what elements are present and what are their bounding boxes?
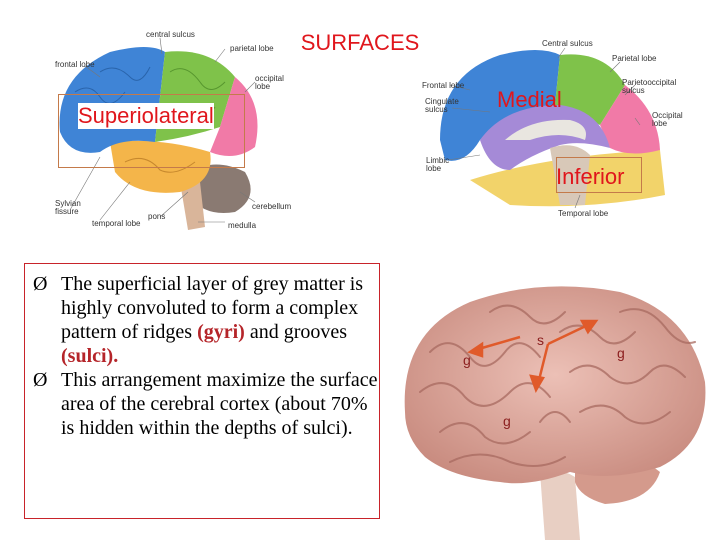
label-parietal-lobe: parietal lobe — [230, 44, 274, 53]
label-parietooccipital-sulcus: Parietooccipital sulcus — [622, 78, 677, 96]
bullet-arrow-icon: Ø — [33, 273, 48, 295]
brainstem-photo — [540, 470, 580, 540]
description-textbox — [24, 263, 380, 519]
brain-photo — [390, 272, 720, 540]
marker-gyrus-right: g — [617, 345, 625, 361]
label-medial-central-sulcus: Central sulcus — [542, 39, 593, 48]
label-temporal-lobe: temporal lobe — [92, 219, 141, 228]
label-cingulate-sulcus: Cingulate sulcus — [425, 97, 459, 115]
label-occipital-lobe: occipital lobe — [255, 74, 284, 92]
marker-sulcus: s — [537, 332, 544, 348]
label-inferior: Inferior — [556, 164, 625, 189]
bullet-2 — [25, 368, 379, 440]
label-medial-temporal-lobe: Temporal lobe — [558, 209, 609, 218]
label-cerebellum: cerebellum — [252, 202, 292, 211]
label-medial-parietal-lobe: Parietal lobe — [612, 54, 657, 63]
slide-title: SURFACES — [300, 30, 420, 55]
bullet-1-middle: and grooves — [244, 321, 348, 343]
marker-gyrus-bottom: g — [503, 413, 511, 429]
label-medial: Medial — [497, 87, 562, 112]
label-pons: pons — [148, 212, 166, 221]
label-medial-frontal-lobe: Frontal lobe — [422, 81, 465, 90]
bullet-arrow-icon: Ø — [33, 369, 48, 391]
label-medulla: medulla — [228, 221, 257, 230]
bullet-1 — [25, 272, 379, 368]
label-superiolateral: Superiolateral — [78, 103, 214, 128]
term-sulci: (sulci). — [61, 345, 119, 367]
label-sylvian-fissure: Sylvian fissure — [55, 199, 81, 217]
bullet-1-text: The superficial layer of grey matter is highly convoluted to form a complex pattern of ridges — [61, 273, 364, 343]
term-gyri: (gyri) — [197, 321, 245, 343]
label-limbic-lobe: Limbic lobe — [426, 156, 450, 174]
marker-gyrus-left: g — [463, 352, 471, 368]
label-medial-occipital-lobe: Occipital lobe — [652, 111, 683, 129]
label-central-sulcus: central sulcus — [146, 30, 195, 39]
label-frontal-lobe: frontal lobe — [55, 60, 95, 69]
bullet-2-text: This arrangement maximize the surface area of the cerebral cortex (about 70% is hidden within the depths of sulci). — [61, 369, 378, 439]
